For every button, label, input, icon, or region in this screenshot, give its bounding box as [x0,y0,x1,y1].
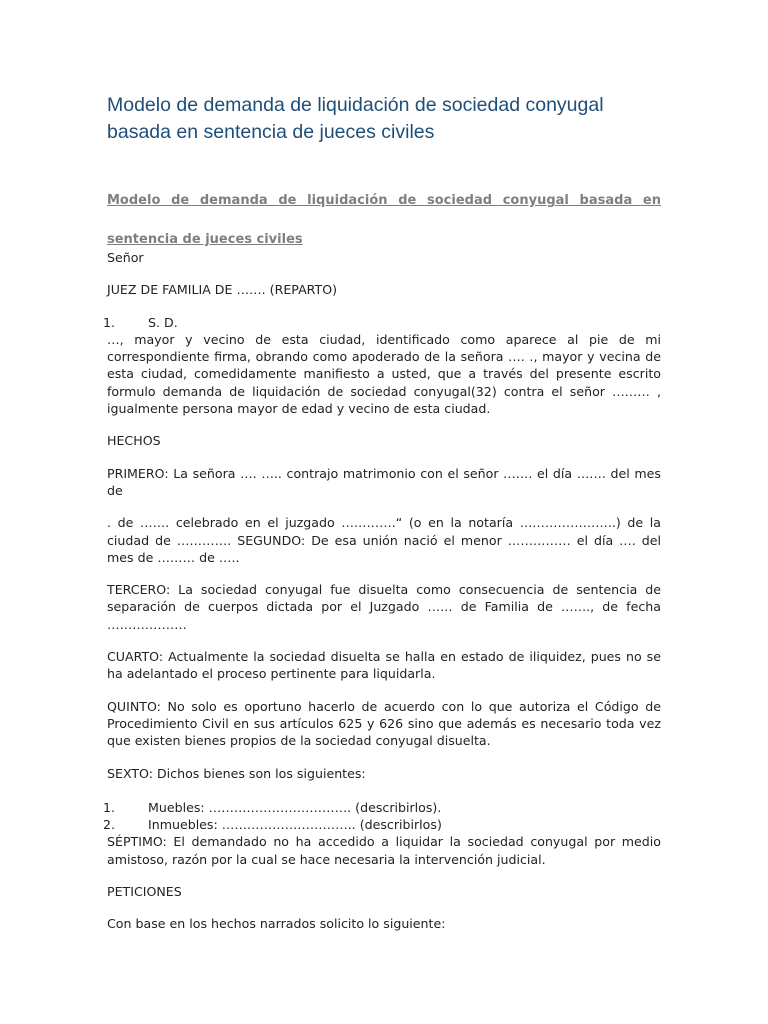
paragraph-quinto: QUINTO: No solo es oportuno hacerlo de acuerdo con lo que autoriza el Código de Procedimiento Civil en sus artículos 625 y 626 sino que además es necesario toda vez que existen bienes propios de la sociedad conyugal disuelta. [107,698,661,749]
paragraph-cuarto: CUARTO: Actualmente la sociedad disuelta se halla en estado de iliquidez, pues no se ha adelantado el proceso pertinente para liquidarla. [107,649,661,682]
list-number: 1. [103,314,116,330]
list-item-bien [103,799,661,816]
paragraph-tercero: TERCERO: La sociedad conyugal fue disuelta como consecuencia de sentencia de separación de cuerpos dictada por el Juzgado …… de Familia de ……., de fecha ………………. [107,582,661,632]
list-text: Inmuebles: ………………………….. (describirlos) [148,817,442,833]
intro-paragraph: …, mayor y vecino de esta ciudad, identificado como aparece al pie de mi correspondiente firma, obrando como apoderado de la señora …. ., mayor y vecina de esta ciudad, comedidamente manifiesto a usted, que a través del presente escrito formulo demanda de liquidación de sociedad conyugal(32) contra el señor ……… , igualmente persona mayor de edad y vecino de esta ciudad. [107,331,661,417]
paragraph-primero-cont: . de ……. celebrado en el juzgado ………….“ (o en la notaría …………………..) de la ciudad de …………. SEGUNDO: De esa unión nació el menor …………… el día …. del mes de ……… de ….. [107,515,661,565]
document-subtitle-line2: sentencia de jueces civiles [107,232,303,247]
list-item-bien [103,816,661,833]
salutation: Señor [107,250,144,265]
document-page [103,92,661,933]
list-text: Muebles: ……………………………. (describirlos). [148,799,442,815]
addressee: JUEZ DE FAMILIA DE ……. (REPARTO) [107,282,338,298]
document-title: Modelo de demanda de liquidación de sociedad conyugal basada en sentencia de jueces civiles [107,94,604,143]
hechos-heading: HECHOS [107,433,161,449]
list-number: 1. [103,799,116,815]
paragraph-sexto: SEXTO: Dichos bienes son los siguientes: [107,765,366,781]
list-number: 2. [103,817,116,833]
document-subtitle-line1: Modelo de demanda de liquidación de sociedad conyugal basada en [107,193,661,208]
paragraph-septimo: SÉPTIMO: El demandado no ha accedido a liquidar la sociedad conyugal por medio amistoso, razón por la cual se hace necesaria la intervención judicial. [107,834,661,867]
peticiones-intro: Con base en los hechos narrados solicito lo siguiente: [107,916,446,932]
list-item-sd [103,314,661,331]
paragraph-primero: PRIMERO: La señora …. ….. contrajo matrimonio con el señor ……. el día ……. del mes de [107,465,661,498]
peticiones-heading: PETICIONES [107,884,182,900]
list-text: S. D. [148,314,178,330]
